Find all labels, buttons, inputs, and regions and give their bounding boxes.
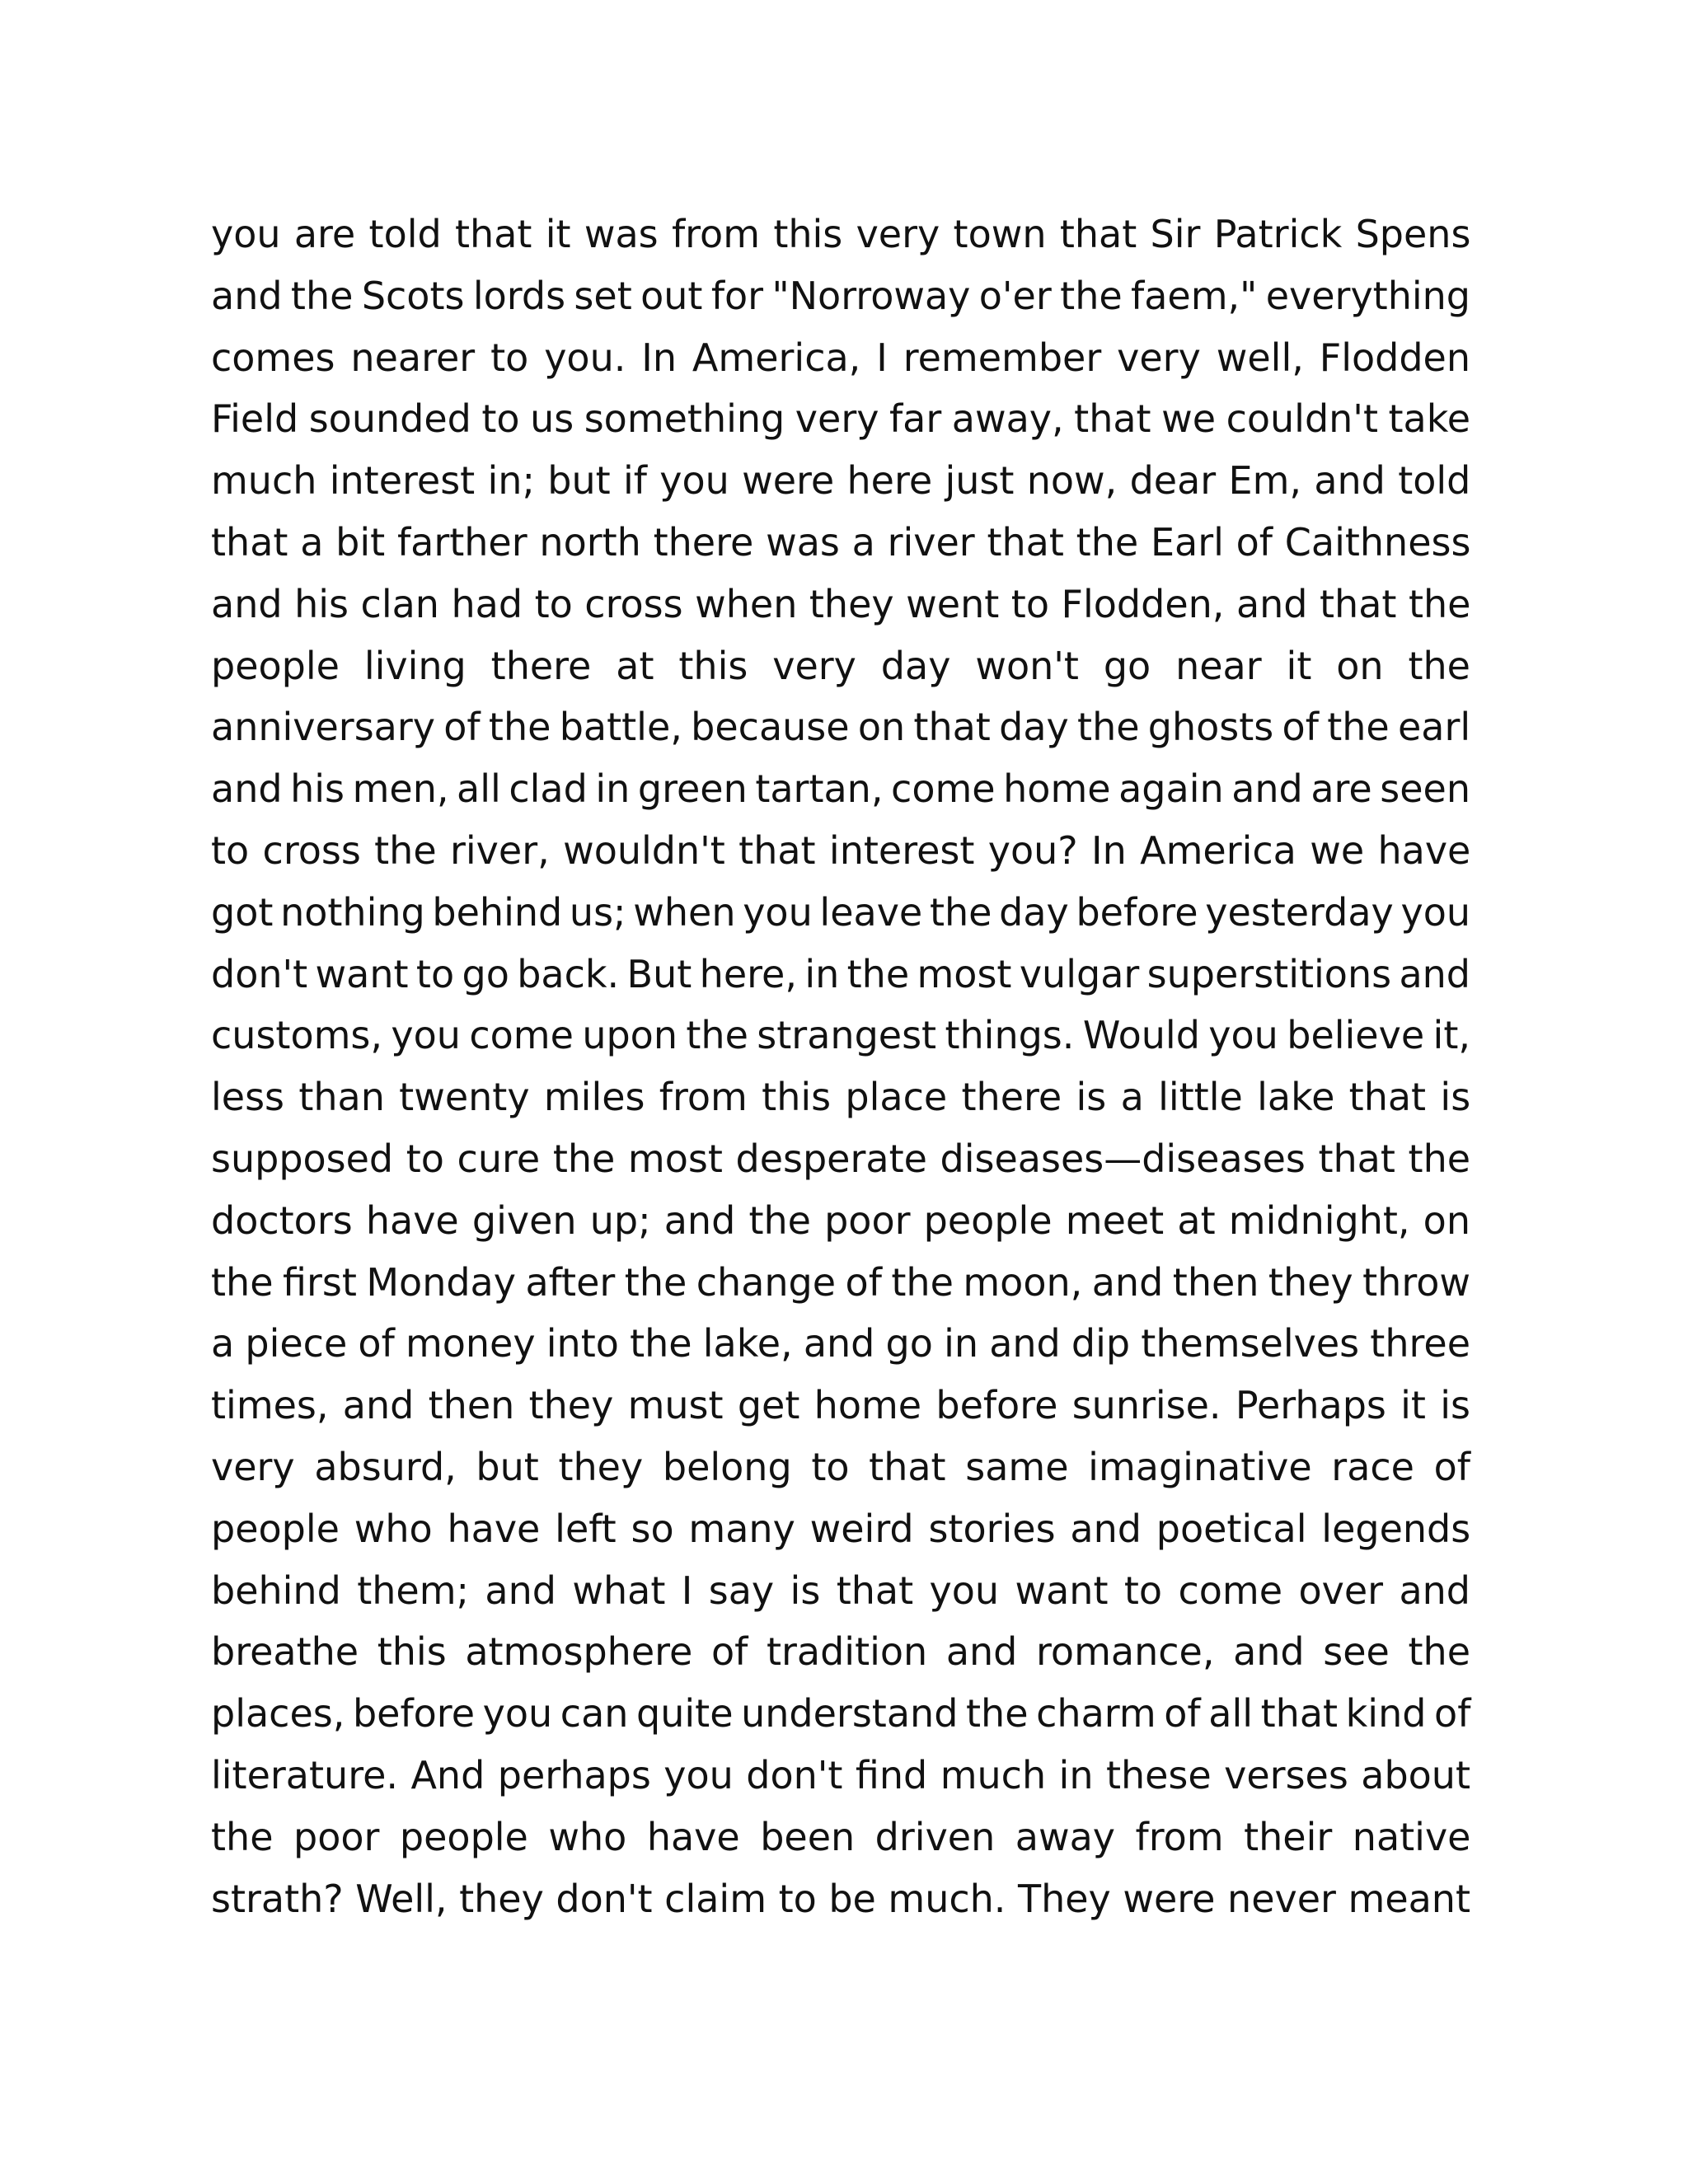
text-line: breathe this atmosphere of tradition and romance, and see the — [211, 1629, 1470, 1675]
text-line: less than twenty miles from this place there is a little lake that is — [211, 1075, 1471, 1120]
text-line: behind them; and what I say is that you want to come over and — [211, 1568, 1470, 1613]
text-line: literature. And perhaps you don't find much in these verses about — [211, 1752, 1470, 1797]
text-line: got nothing behind us; when you leave the day before yesterday you — [211, 889, 1470, 935]
text-line: don't want to go back. But here, in the most vulgar superstitions and — [211, 951, 1470, 996]
text-line: customs, you come upon the strangest things. Would you believe it, — [211, 1013, 1470, 1058]
text-line: the poor people who have been driven away from their native — [211, 1814, 1471, 1859]
text-line: places, before you can quite understand the charm of all that kind of — [211, 1691, 1471, 1736]
text-line: doctors have given up; and the poor people meet at midnight, on — [211, 1197, 1470, 1243]
text-line: the first Monday after the change of the moon, and then they throw — [211, 1259, 1470, 1305]
text-line: Field sounded to us something very far away, that we couldn't take — [211, 396, 1471, 442]
text-line: you are told that it was from this very town that Sir Patrick Spens — [211, 212, 1471, 256]
text-line: a piece of money into the lake, and go in and dip themselves three — [211, 1321, 1470, 1366]
text-line: to cross the river, wouldn't that interest you? In America we have — [211, 827, 1471, 873]
text-line: people who have left so many weird stories and poetical legends — [211, 1506, 1471, 1551]
text-line: times, and then they must get home before sunrise. Perhaps it is — [211, 1383, 1470, 1428]
text-line: anniversary of the battle, because on that day the ghosts of the earl — [211, 705, 1471, 750]
text-line: much interest in; but if you were here just now, dear Em, and told — [211, 458, 1471, 504]
text-line: and his clan had to cross when they went to Flodden, and that the — [211, 581, 1471, 626]
text-line: people living there at this very day won't go near it on the — [211, 643, 1470, 688]
text-line: strath? Well, they don't claim to be much. They were never meant — [211, 1876, 1470, 1921]
text-line: comes nearer to you. In America, I remember very well, Flodden — [211, 335, 1471, 380]
text-line: supposed to cure the most desperate diseases—diseases that the — [211, 1136, 1471, 1181]
text-line: that a bit farther north there was a river that the Earl of Caithness — [211, 519, 1471, 565]
text-line: very absurd, but they belong to that same imaginative race of — [211, 1444, 1470, 1489]
text-line: and the Scots lords set out for "Norroway o'er the faem," everything — [211, 273, 1470, 318]
body-text — [211, 204, 1470, 1929]
text-line: and his men, all clad in green tartan, come home again and are seen — [211, 766, 1470, 812]
